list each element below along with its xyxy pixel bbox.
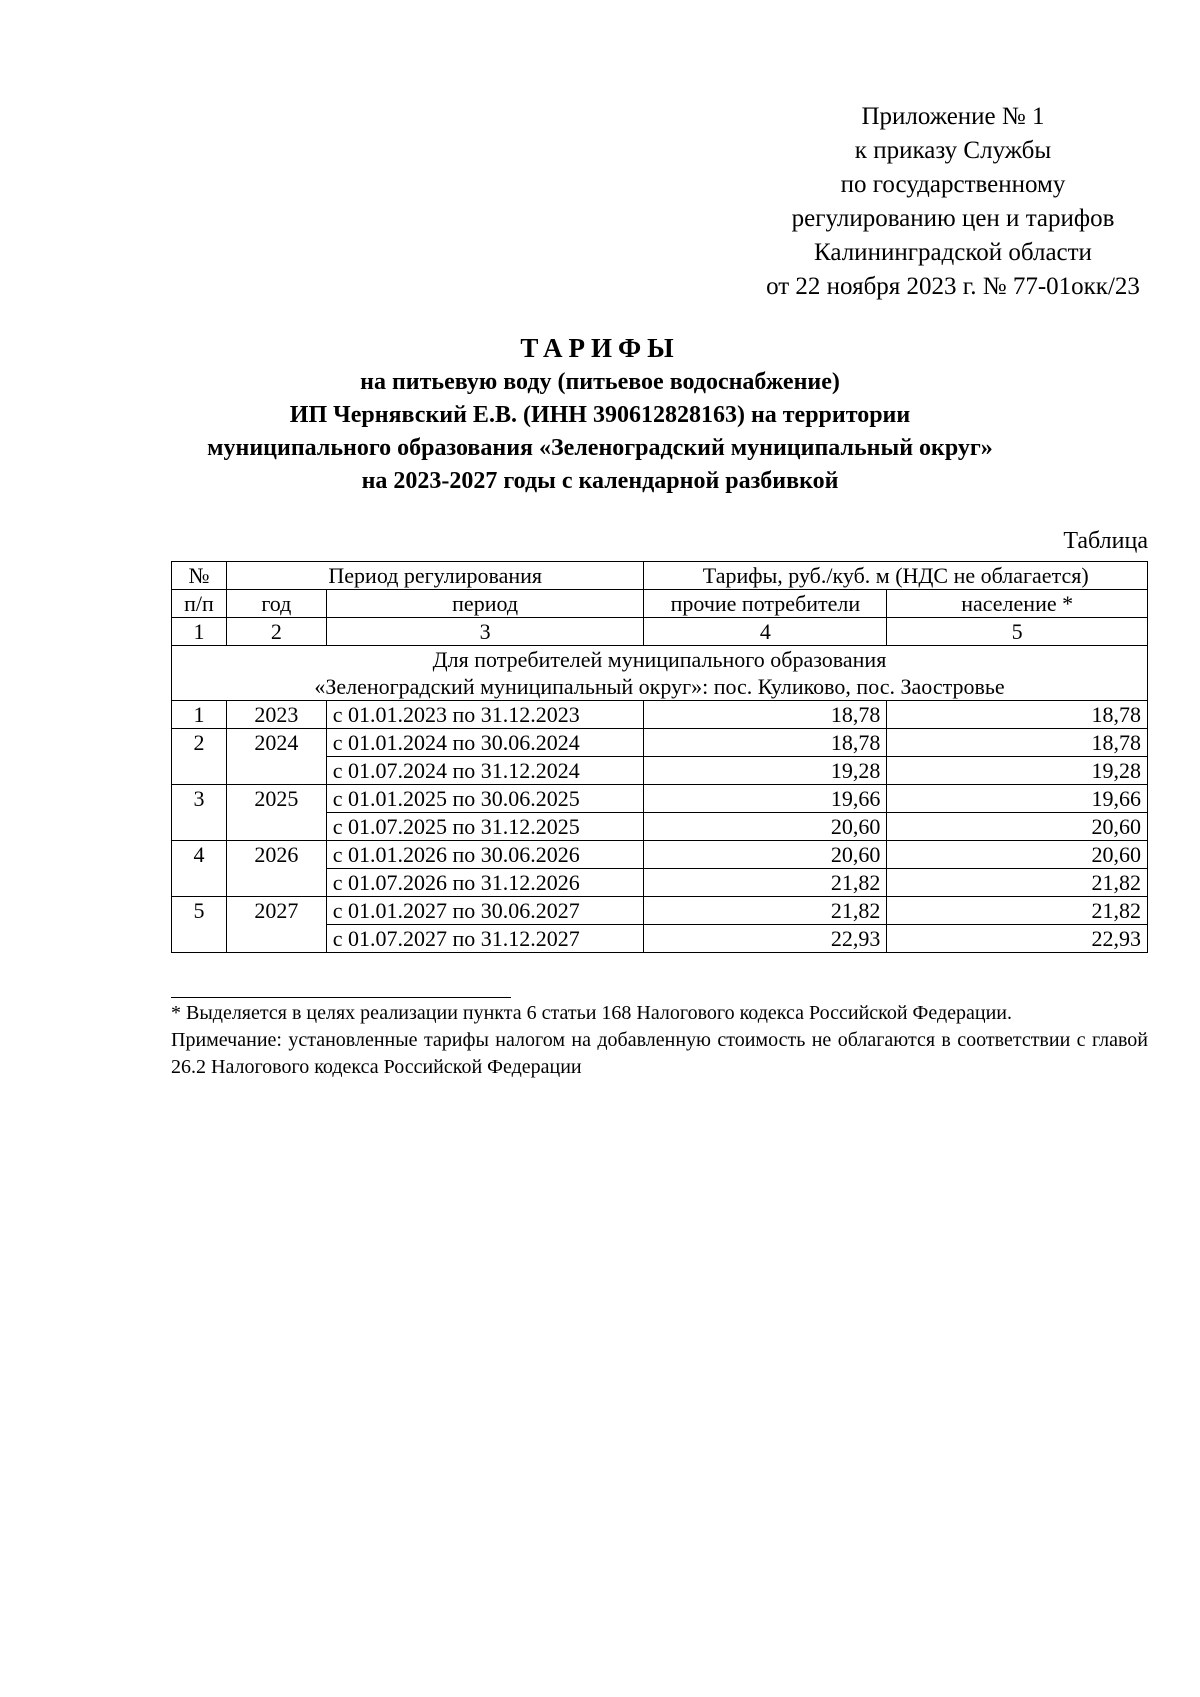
row-number: 3 <box>172 785 227 841</box>
row-number: 2 <box>172 729 227 785</box>
row-number: 5 <box>172 897 227 953</box>
row-period: с 01.07.2026 по 31.12.2026 <box>326 869 644 897</box>
row-period: с 01.01.2025 по 30.06.2025 <box>326 785 644 813</box>
column-number: 4 <box>644 618 887 646</box>
document-title <box>150 330 1050 498</box>
column-number: 2 <box>226 618 326 646</box>
row-others-tariff: 20,60 <box>644 813 887 841</box>
footnote-divider <box>171 997 511 998</box>
table-header-row <box>172 590 1148 618</box>
header-period: период <box>326 590 644 618</box>
row-number: 4 <box>172 841 227 897</box>
row-population-tariff: 22,93 <box>887 925 1148 953</box>
row-period: с 01.07.2024 по 31.12.2024 <box>326 757 644 785</box>
table-caption: Таблица <box>1063 528 1148 554</box>
appendix-line: Калининградской области <box>814 239 1092 266</box>
group-label-line: «Зеленоградский муниципальный округ»: пос. Куликово, пос. Заостровье <box>314 674 1005 699</box>
group-label-line: Для потребителей муниципального образования <box>432 647 887 672</box>
row-population-tariff: 20,60 <box>887 841 1148 869</box>
row-year: 2024 <box>226 729 326 785</box>
appendix-line: от 22 ноября 2023 г. № 77-01окк/23 <box>766 273 1140 300</box>
row-year: 2026 <box>226 841 326 897</box>
column-number: 3 <box>326 618 644 646</box>
table-row <box>172 701 1148 729</box>
row-others-tariff: 20,60 <box>644 841 887 869</box>
title-line: ИП Чернявский Е.В. (ИНН 390612828163) на территории <box>289 402 911 428</box>
table-row <box>172 729 1148 757</box>
row-population-tariff: 18,78 <box>887 729 1148 757</box>
appendix-header <box>600 100 1156 304</box>
title-main: ТАРИФЫ <box>520 333 680 363</box>
group-label <box>172 646 1148 701</box>
row-population-tariff: 21,82 <box>887 869 1148 897</box>
tariffs-table <box>171 561 1148 953</box>
row-others-tariff: 18,78 <box>644 701 887 729</box>
row-others-tariff: 18,78 <box>644 729 887 757</box>
table-row <box>172 841 1148 869</box>
footnote-block <box>171 1000 1148 1081</box>
header-tariff-group: Тарифы, руб./куб. м (НДС не облагается) <box>644 562 1148 590</box>
header-population: население * <box>887 590 1148 618</box>
appendix-line: регулированию цен и тарифов <box>791 205 1115 232</box>
table-row <box>172 897 1148 925</box>
footnote-note: Примечание: установленные тарифы налогом на добавленную стоимость не облагаются в соответствии с главой 26.2 Налогового кодекса Российской Федерации <box>171 1029 1148 1078</box>
row-others-tariff: 21,82 <box>644 869 887 897</box>
column-number: 5 <box>887 618 1148 646</box>
row-year: 2023 <box>226 701 326 729</box>
row-others-tariff: 19,66 <box>644 785 887 813</box>
table-header-row <box>172 562 1148 590</box>
title-line: на 2023-2027 годы с календарной разбивкой <box>361 468 839 494</box>
appendix-line: Приложение № 1 <box>861 103 1045 130</box>
row-period: с 01.01.2027 по 30.06.2027 <box>326 897 644 925</box>
row-population-tariff: 19,28 <box>887 757 1148 785</box>
title-line: на питьевую воду (питьевое водоснабжение) <box>360 369 840 395</box>
header-year: год <box>226 590 326 618</box>
row-population-tariff: 18,78 <box>887 701 1148 729</box>
header-num-bottom: п/п <box>172 590 227 618</box>
header-others: прочие потребители <box>644 590 887 618</box>
row-period: с 01.07.2027 по 31.12.2027 <box>326 925 644 953</box>
row-others-tariff: 21,82 <box>644 897 887 925</box>
group-label-row <box>172 646 1148 701</box>
row-period: с 01.07.2025 по 31.12.2025 <box>326 813 644 841</box>
title-line: муниципального образования «Зеленоградский муниципальный округ» <box>207 435 993 461</box>
row-population-tariff: 21,82 <box>887 897 1148 925</box>
row-others-tariff: 19,28 <box>644 757 887 785</box>
column-number-row <box>172 618 1148 646</box>
footnote-asterisk: * Выделяется в целях реализации пункта 6 статьи 168 Налогового кодекса Российской Федерации. <box>171 1002 1013 1024</box>
column-number: 1 <box>172 618 227 646</box>
row-period: с 01.01.2024 по 30.06.2024 <box>326 729 644 757</box>
header-num-top: № <box>172 562 227 590</box>
appendix-line: по государственному <box>840 171 1066 198</box>
row-population-tariff: 20,60 <box>887 813 1148 841</box>
row-year: 2025 <box>226 785 326 841</box>
table-row <box>172 785 1148 813</box>
header-period-group: Период регулирования <box>226 562 644 590</box>
appendix-line: к приказу Службы <box>854 137 1052 164</box>
row-population-tariff: 19,66 <box>887 785 1148 813</box>
row-others-tariff: 22,93 <box>644 925 887 953</box>
row-year: 2027 <box>226 897 326 953</box>
row-period: с 01.01.2023 по 31.12.2023 <box>326 701 644 729</box>
row-number: 1 <box>172 701 227 729</box>
row-period: с 01.01.2026 по 30.06.2026 <box>326 841 644 869</box>
